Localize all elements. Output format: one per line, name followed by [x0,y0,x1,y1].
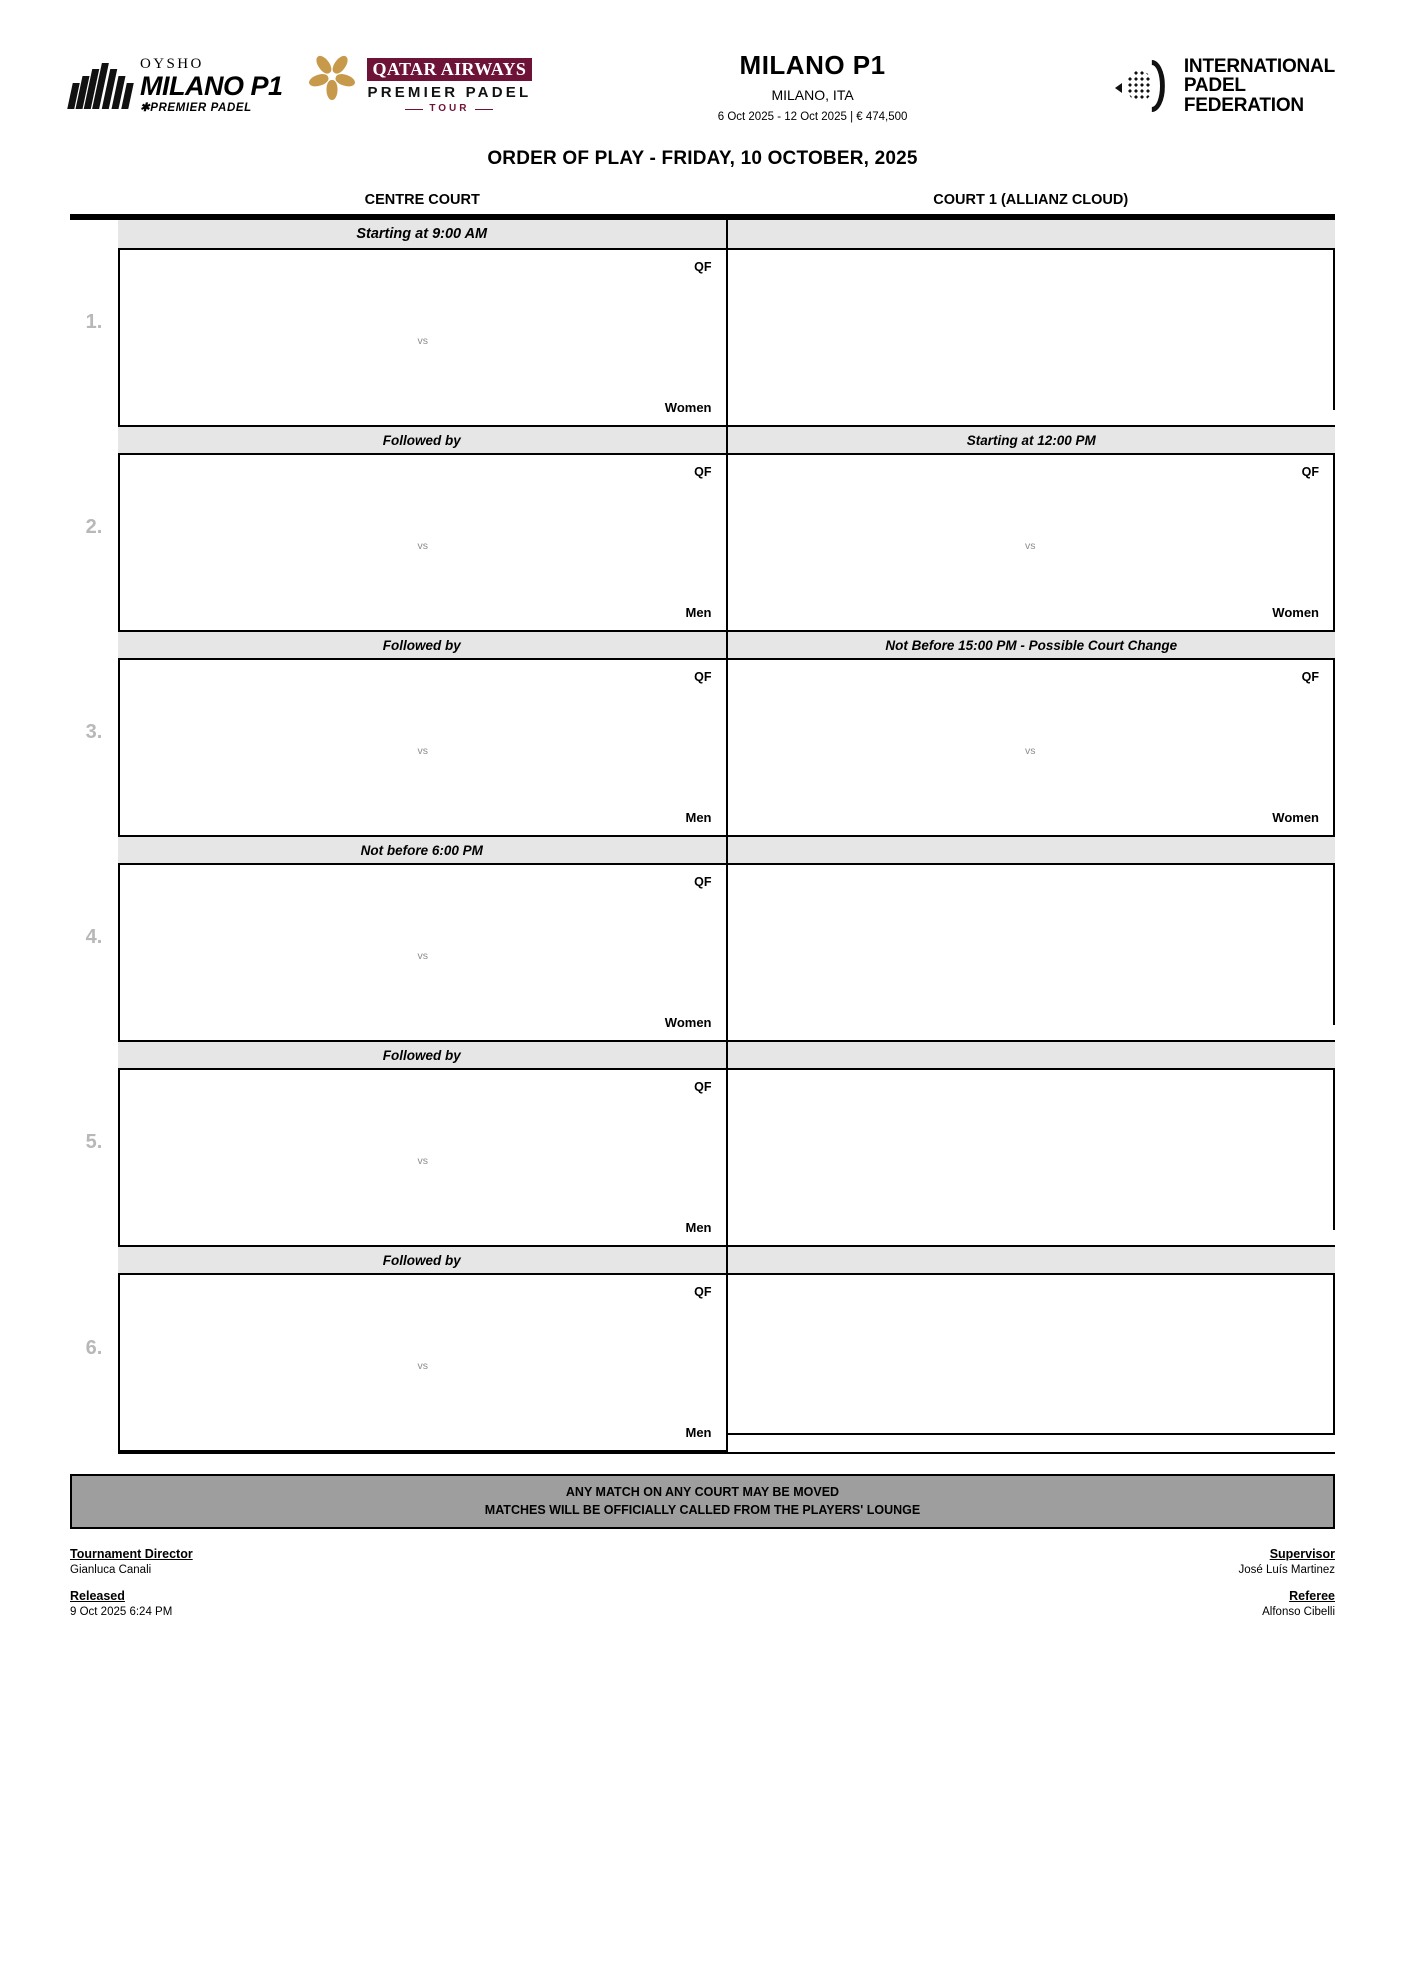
round-label: QF [694,1285,712,1299]
round-label: QF [694,465,712,479]
empty-match-cell [728,1275,1336,1435]
schedule-block [70,220,1335,425]
court1-column [728,425,1336,630]
player-line [134,311,712,334]
match-cell [118,1275,726,1452]
round-label: QF [1301,670,1319,684]
schedule-bottom-border [70,1452,1335,1454]
player-line [134,1168,712,1191]
released-value: 9 Oct 2025 6:24 PM [70,1606,173,1618]
oysho-logo-line2: MILANO P1 [140,71,283,102]
player-line [134,1191,712,1214]
round-label: QF [694,1080,712,1094]
player-line [742,516,1320,539]
versus-label: vs [1025,540,1036,552]
gender-label: Men [685,1220,712,1235]
match-players [134,1313,712,1419]
round-label: QF [694,875,712,889]
gender-label: Men [685,810,712,825]
tournament-location: MILANO, ITA [771,86,854,103]
player-line [134,553,712,576]
notice-line-1: ANY MATCH ON ANY COURT MAY BE MOVED [565,1485,840,1499]
player-line [134,698,712,721]
versus-label: vs [417,335,428,347]
versus-label: vs [417,745,428,757]
player-line [134,986,712,1009]
match-players [134,698,712,804]
player-line [742,576,1320,599]
match-players [134,493,712,599]
schedule-block [70,1245,1335,1452]
tournament-director-name: Gianluca Canali [70,1564,152,1576]
tournament-title-block [718,50,908,123]
court-columns [118,630,1335,835]
match-index: 3. [85,721,103,743]
match-index: 2. [85,516,103,538]
versus-label: vs [417,540,428,552]
schedule-block [70,835,1335,1040]
tournament-dates-prize: 6 Oct 2025 - 12 Oct 2025 | € 474,500 [717,110,908,123]
court1-column [728,835,1336,1040]
gender-label: Men [685,1425,712,1440]
player-line [742,758,1320,781]
milano-skyline-icon [70,63,131,109]
player-line [742,553,1320,576]
court-columns [118,1040,1335,1245]
versus-label: vs [417,950,428,962]
time-bar: Followed by [118,425,726,455]
player-line [134,516,712,539]
player-line [134,348,712,371]
footer-right [1238,1547,1335,1618]
versus-label: vs [1025,745,1036,757]
player-line [134,926,712,949]
player-line [134,1131,712,1154]
centre-court-column [118,630,728,835]
versus-label: vs [417,1360,428,1372]
player-line [134,1108,712,1131]
referee-label: Referee [1289,1589,1335,1603]
match-cell [118,250,726,425]
match-cell [118,865,726,1040]
court-columns [118,220,1335,425]
match-index: 1. [85,311,103,333]
player-line [134,903,712,926]
centre-court-column [118,1040,728,1245]
empty-match-cell [728,250,1336,410]
notice-line-2: MATCHES WILL BE OFFICIALLY CALLED FROM THE PLAYERS' LOUNGE [484,1503,921,1517]
court-headings [70,192,1335,208]
centre-court-column [118,835,728,1040]
player-line [134,721,712,744]
page-header [0,0,1405,130]
footer-left [70,1547,193,1618]
player-line [134,758,712,781]
court1-column [728,220,1336,425]
ipf-line1: INTERNATIONAL [1183,55,1335,77]
court-heading-centre: CENTRE COURT [364,192,480,208]
versus-label: vs [417,1155,428,1167]
match-cell [118,1070,726,1245]
player-line [134,493,712,516]
court-columns [118,835,1335,1040]
referee-name: Alfonso Cibelli [1262,1606,1335,1618]
gender-label: Women [664,400,712,415]
player-line [742,721,1320,744]
match-index: 6. [85,1337,103,1359]
time-bar: Starting at 9:00 AM [118,220,726,250]
ipf-mark-icon [1113,57,1171,115]
qatar-airways-band: QATAR AIRWAYS [367,58,533,81]
page-footer [70,1547,1335,1618]
player-line [742,493,1320,516]
match-cell [728,660,1336,835]
time-bar: Not Before 15:00 PM - Possible Court Change [728,630,1336,660]
schedule-block [70,425,1335,630]
time-bar [728,220,1336,250]
court1-column [728,1040,1336,1245]
supervisor-name: José Luís Martinez [1238,1564,1335,1576]
schedule-block [70,630,1335,835]
qatar-airways-premier-padel-logo [309,58,533,114]
match-cell [118,455,726,630]
player-line [134,1313,712,1336]
gender-label: Women [1272,605,1319,620]
order-of-play-title: ORDER OF PLAY - FRIDAY, 10 OCTOBER, 2025 [487,148,918,169]
time-bar [728,1245,1336,1275]
court-heading-court1: COURT 1 (ALLIANZ CLOUD) [933,192,1129,208]
match-players [134,1108,712,1214]
gender-label: Men [685,605,712,620]
schedule-grid [70,214,1335,1452]
player-line [134,1336,712,1359]
ipf-line2: PADEL [1183,75,1246,97]
match-index: 5. [85,1131,103,1153]
match-players [742,698,1320,804]
match-players [134,288,712,394]
match-cell [118,660,726,835]
round-label: QF [694,260,712,274]
empty-match-cell [728,865,1336,1025]
centre-court-column [118,1245,728,1452]
player-line [134,288,712,311]
international-padel-federation-logo [1113,57,1335,115]
player-line [742,698,1320,721]
gender-label: Women [664,1015,712,1030]
time-bar [728,835,1336,865]
sponsor-logos [70,57,532,115]
time-bar: Starting at 12:00 PM [728,425,1336,455]
match-players [134,903,712,1009]
player-line [134,963,712,986]
player-line [742,781,1320,804]
time-bar: Not before 6:00 PM [118,835,726,865]
padel-flower-icon [309,63,355,109]
court1-column [728,630,1336,835]
player-line [134,1396,712,1419]
gender-label: Women [1272,810,1319,825]
released-label: Released [70,1589,125,1603]
tour-label: TOUR [367,104,533,114]
player-line [134,371,712,394]
oysho-logo-line1: OYSHO [140,56,204,73]
court-columns [118,1245,1335,1452]
time-bar: Followed by [118,1040,726,1070]
player-line [134,781,712,804]
round-label: QF [1301,465,1319,479]
round-label: QF [694,670,712,684]
player-line [134,1373,712,1396]
ipf-line3: FEDERATION [1183,94,1304,116]
court-columns [118,425,1335,630]
premier-padel-label: PREMIER PADEL [367,84,532,101]
schedule-block [70,1040,1335,1245]
notice-banner [70,1474,1335,1529]
match-index: 4. [85,926,103,948]
match-players [742,493,1320,599]
tournament-name: MILANO P1 [739,49,886,80]
oysho-milano-p1-logo [70,57,283,115]
match-cell [728,455,1336,630]
centre-court-column [118,425,728,630]
tournament-director-label: Tournament Director [70,1547,193,1561]
time-bar [728,1040,1336,1070]
oysho-logo-line3: ✱PREMIER PADEL [140,102,252,115]
player-line [134,576,712,599]
court1-column [728,1245,1336,1452]
empty-match-cell [728,1070,1336,1230]
supervisor-label: Supervisor [1269,1547,1335,1561]
time-bar: Followed by [118,1245,726,1275]
time-bar: Followed by [118,630,726,660]
centre-court-column [118,220,728,425]
